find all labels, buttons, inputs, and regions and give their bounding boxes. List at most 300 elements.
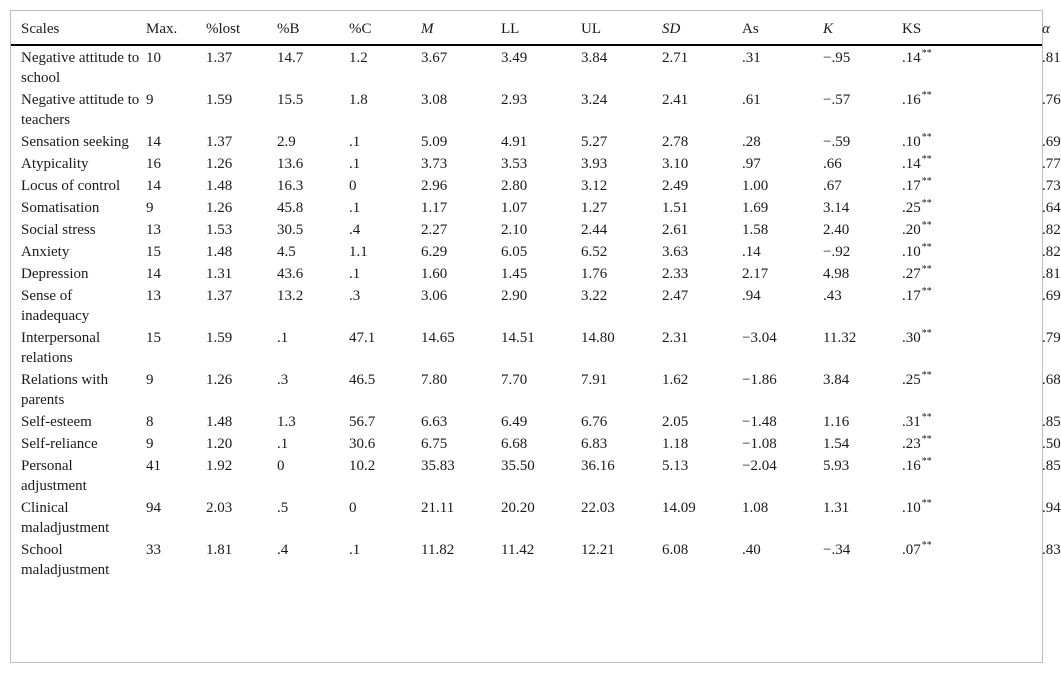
cell-value: 0 bbox=[277, 458, 285, 474]
cell-value: 5.09 bbox=[421, 134, 448, 150]
cell-ll bbox=[501, 131, 581, 153]
cell-value: 3.84 bbox=[581, 50, 608, 66]
cell-sd bbox=[662, 89, 742, 131]
cell-lost bbox=[206, 497, 277, 539]
cell-lost bbox=[206, 131, 277, 153]
cell-value: 1.59 bbox=[206, 330, 233, 346]
header-lost: %lost bbox=[206, 11, 277, 45]
cell-value: 1.53 bbox=[206, 222, 233, 238]
cell-max bbox=[146, 327, 206, 369]
cell-ks bbox=[902, 455, 1042, 497]
cell-value: 9 bbox=[146, 200, 154, 216]
cell-value: 1.00 bbox=[742, 178, 769, 194]
cell-value: .68 bbox=[1042, 372, 1061, 388]
cell-value: .10 bbox=[902, 134, 921, 150]
cell-value: 3.24 bbox=[581, 92, 608, 108]
cell-value: .85 bbox=[1042, 458, 1061, 474]
cell-scale-name bbox=[11, 411, 146, 433]
cell-value: 3.93 bbox=[581, 156, 608, 172]
cell-value: Interpersonal relations bbox=[21, 330, 101, 366]
cell-pct-c bbox=[349, 241, 421, 263]
cell-value: Social stress bbox=[21, 222, 96, 238]
cell-value: 1.76 bbox=[581, 266, 608, 282]
cell-pct-b bbox=[277, 539, 349, 581]
cell-ul bbox=[581, 89, 662, 131]
cell-ll bbox=[501, 241, 581, 263]
cell-as bbox=[742, 411, 823, 433]
cell-value: 1.26 bbox=[206, 372, 233, 388]
cell-max bbox=[146, 89, 206, 131]
cell-pct-c bbox=[349, 285, 421, 327]
cell-mean bbox=[421, 327, 501, 369]
cell-value: .79 bbox=[1042, 330, 1061, 346]
cell-lost bbox=[206, 433, 277, 455]
cell-as bbox=[742, 175, 823, 197]
cell-value: .1 bbox=[349, 156, 361, 172]
table-row bbox=[11, 45, 1042, 89]
cell-value: 1.37 bbox=[206, 288, 233, 304]
cell-mean bbox=[421, 369, 501, 411]
cell-k bbox=[823, 241, 902, 263]
cell-value: Personal adjustment bbox=[21, 458, 87, 494]
cell-as bbox=[742, 455, 823, 497]
cell-value: 1.37 bbox=[206, 134, 233, 150]
cell-value: 3.08 bbox=[421, 92, 448, 108]
cell-ul bbox=[581, 327, 662, 369]
cell-value: 1.45 bbox=[501, 266, 528, 282]
cell-value: 6.68 bbox=[501, 436, 528, 452]
cell-value: 43.6 bbox=[277, 266, 304, 282]
cell-ks bbox=[902, 411, 1042, 433]
cell-ks bbox=[902, 89, 1042, 131]
cell-ul bbox=[581, 497, 662, 539]
cell-value: 1.16 bbox=[823, 414, 850, 430]
cell-scale-name bbox=[11, 285, 146, 327]
cell-ul bbox=[581, 219, 662, 241]
cell-pct-c bbox=[349, 433, 421, 455]
cell-mean bbox=[421, 89, 501, 131]
cell-scale-name bbox=[11, 219, 146, 241]
cell-value: .23 bbox=[902, 436, 921, 452]
cell-value: 0 bbox=[349, 500, 357, 516]
cell-lost bbox=[206, 455, 277, 497]
cell-ul bbox=[581, 241, 662, 263]
cell-value: 1.26 bbox=[206, 156, 233, 172]
cell-value: .1 bbox=[349, 266, 361, 282]
cell-pct-c bbox=[349, 219, 421, 241]
cell-lost bbox=[206, 327, 277, 369]
cell-ul bbox=[581, 369, 662, 411]
cell-value: 3.84 bbox=[823, 372, 850, 388]
cell-mean bbox=[421, 455, 501, 497]
cell-value: Depression bbox=[21, 266, 89, 282]
cell-pct-c bbox=[349, 89, 421, 131]
cell-ll bbox=[501, 539, 581, 581]
cell-value: 4.91 bbox=[501, 134, 528, 150]
cell-ks bbox=[902, 285, 1042, 327]
cell-max bbox=[146, 433, 206, 455]
cell-ks bbox=[902, 263, 1042, 285]
cell-value: .85 bbox=[1042, 414, 1061, 430]
cell-scale-name bbox=[11, 263, 146, 285]
cell-pct-b bbox=[277, 327, 349, 369]
cell-value: 11.42 bbox=[501, 542, 535, 558]
cell-ll bbox=[501, 45, 581, 89]
cell-lost bbox=[206, 411, 277, 433]
table-row bbox=[11, 175, 1042, 197]
cell-pct-b bbox=[277, 497, 349, 539]
cell-value: .76 bbox=[1042, 92, 1061, 108]
cell-ll bbox=[501, 285, 581, 327]
cell-value: −.95 bbox=[823, 50, 851, 66]
cell-max bbox=[146, 285, 206, 327]
cell-ul bbox=[581, 175, 662, 197]
cell-value: 6.75 bbox=[421, 436, 448, 452]
cell-k bbox=[823, 263, 902, 285]
cell-ks bbox=[902, 175, 1042, 197]
cell-value: Anxiety bbox=[21, 244, 70, 260]
cell-max bbox=[146, 539, 206, 581]
cell-value: .17 bbox=[902, 288, 921, 304]
cell-value: .81 bbox=[1042, 266, 1061, 282]
table-row bbox=[11, 539, 1042, 581]
cell-pct-b bbox=[277, 411, 349, 433]
cell-value: 1.07 bbox=[501, 200, 528, 216]
cell-ll bbox=[501, 455, 581, 497]
cell-pct-b bbox=[277, 197, 349, 219]
table-row bbox=[11, 219, 1042, 241]
cell-value: .82 bbox=[1042, 222, 1061, 238]
cell-sd bbox=[662, 285, 742, 327]
table-row bbox=[11, 433, 1042, 455]
cell-value: 14.7 bbox=[277, 50, 304, 66]
cell-value: 1.48 bbox=[206, 414, 233, 430]
cell-scale-name bbox=[11, 153, 146, 175]
cell-pct-b bbox=[277, 89, 349, 131]
cell-ul bbox=[581, 539, 662, 581]
cell-value: .43 bbox=[823, 288, 842, 304]
cell-value: 8 bbox=[146, 414, 154, 430]
cell-value: 2.17 bbox=[742, 266, 769, 282]
cell-value: Self-esteem bbox=[21, 414, 92, 430]
header-scales: Scales bbox=[11, 11, 146, 45]
cell-value: 56.7 bbox=[349, 414, 376, 430]
cell-value: 22.03 bbox=[581, 500, 615, 516]
cell-mean bbox=[421, 197, 501, 219]
significance-marker: ** bbox=[921, 132, 932, 143]
cell-ks bbox=[902, 219, 1042, 241]
cell-value: .1 bbox=[277, 330, 289, 346]
cell-value: .97 bbox=[742, 156, 761, 172]
cell-value: 13.2 bbox=[277, 288, 304, 304]
table-row bbox=[11, 153, 1042, 175]
cell-pct-c bbox=[349, 539, 421, 581]
cell-sd bbox=[662, 369, 742, 411]
cell-value: −1.86 bbox=[742, 372, 777, 388]
cell-ll bbox=[501, 175, 581, 197]
cell-ul bbox=[581, 263, 662, 285]
cell-value: .16 bbox=[902, 92, 921, 108]
header-b: %B bbox=[277, 11, 349, 45]
cell-scale-name bbox=[11, 197, 146, 219]
cell-value: −1.08 bbox=[742, 436, 777, 452]
cell-lost bbox=[206, 285, 277, 327]
cell-value: .1 bbox=[349, 542, 361, 558]
cell-k bbox=[823, 45, 902, 89]
cell-lost bbox=[206, 175, 277, 197]
cell-ll bbox=[501, 263, 581, 285]
cell-ks bbox=[902, 153, 1042, 175]
cell-mean bbox=[421, 539, 501, 581]
significance-marker: ** bbox=[921, 242, 932, 253]
cell-pct-b bbox=[277, 175, 349, 197]
cell-value: 2.47 bbox=[662, 288, 689, 304]
cell-scale-name bbox=[11, 131, 146, 153]
cell-sd bbox=[662, 455, 742, 497]
cell-value: Negative attitude to teachers bbox=[21, 92, 140, 128]
cell-value: Atypicality bbox=[21, 156, 89, 172]
cell-sd bbox=[662, 327, 742, 369]
cell-scale-name bbox=[11, 327, 146, 369]
table-row bbox=[11, 411, 1042, 433]
cell-value: Sense of inadequacy bbox=[21, 288, 90, 324]
cell-value: −3.04 bbox=[742, 330, 777, 346]
cell-value: 36.16 bbox=[581, 458, 615, 474]
cell-value: .50 bbox=[1042, 436, 1061, 452]
cell-value: 6.52 bbox=[581, 244, 608, 260]
cell-value: 41 bbox=[146, 458, 161, 474]
cell-pct-b bbox=[277, 241, 349, 263]
cell-sd bbox=[662, 539, 742, 581]
cell-as bbox=[742, 197, 823, 219]
cell-value: .20 bbox=[902, 222, 921, 238]
cell-sd bbox=[662, 241, 742, 263]
cell-scale-name bbox=[11, 433, 146, 455]
cell-sd bbox=[662, 219, 742, 241]
cell-value: 5.13 bbox=[662, 458, 689, 474]
cell-ll bbox=[501, 497, 581, 539]
cell-ul bbox=[581, 455, 662, 497]
cell-value: .07 bbox=[902, 542, 921, 558]
cell-sd bbox=[662, 153, 742, 175]
cell-as bbox=[742, 219, 823, 241]
cell-ll bbox=[501, 369, 581, 411]
table-body bbox=[11, 45, 1061, 581]
cell-lost bbox=[206, 263, 277, 285]
table-row bbox=[11, 89, 1042, 131]
cell-k bbox=[823, 89, 902, 131]
header-max: Max. bbox=[146, 11, 206, 45]
cell-lost bbox=[206, 153, 277, 175]
cell-value: 33 bbox=[146, 542, 161, 558]
cell-value: 1.60 bbox=[421, 266, 448, 282]
cell-pct-b bbox=[277, 45, 349, 89]
cell-pct-b bbox=[277, 219, 349, 241]
cell-k bbox=[823, 433, 902, 455]
cell-ll bbox=[501, 411, 581, 433]
cell-value: .3 bbox=[349, 288, 361, 304]
cell-value: 1.59 bbox=[206, 92, 233, 108]
cell-value: −.59 bbox=[823, 134, 851, 150]
header-sd: SD bbox=[662, 11, 742, 45]
cell-pct-b bbox=[277, 285, 349, 327]
cell-value: .82 bbox=[1042, 244, 1061, 260]
significance-marker: ** bbox=[921, 264, 932, 275]
cell-value: 3.12 bbox=[581, 178, 608, 194]
cell-k bbox=[823, 539, 902, 581]
cell-max bbox=[146, 197, 206, 219]
cell-value: 13 bbox=[146, 222, 161, 238]
table-row bbox=[11, 327, 1042, 369]
cell-value: 9 bbox=[146, 372, 154, 388]
cell-scale-name bbox=[11, 241, 146, 263]
cell-value: 2.96 bbox=[421, 178, 448, 194]
cell-pct-c bbox=[349, 369, 421, 411]
cell-max bbox=[146, 241, 206, 263]
header-ll: LL bbox=[501, 11, 581, 45]
cell-as bbox=[742, 497, 823, 539]
cell-value: 14 bbox=[146, 266, 161, 282]
cell-value: .83 bbox=[1042, 542, 1061, 558]
cell-value: 9 bbox=[146, 436, 154, 452]
cell-scale-name bbox=[11, 497, 146, 539]
cell-ul bbox=[581, 45, 662, 89]
cell-value: .10 bbox=[902, 244, 921, 260]
cell-ks bbox=[902, 433, 1042, 455]
cell-value: 6.76 bbox=[581, 414, 608, 430]
cell-value: 35.50 bbox=[501, 458, 535, 474]
cell-pct-c bbox=[349, 327, 421, 369]
cell-value: 1.48 bbox=[206, 178, 233, 194]
cell-value: −1.48 bbox=[742, 414, 777, 430]
cell-value: 47.1 bbox=[349, 330, 376, 346]
cell-value: 5.27 bbox=[581, 134, 608, 150]
table-row bbox=[11, 369, 1042, 411]
cell-value: 3.73 bbox=[421, 156, 448, 172]
cell-value: 11.32 bbox=[823, 330, 857, 346]
cell-scale-name bbox=[11, 175, 146, 197]
cell-value: −.57 bbox=[823, 92, 851, 108]
cell-k bbox=[823, 455, 902, 497]
cell-pct-b bbox=[277, 263, 349, 285]
cell-mean bbox=[421, 433, 501, 455]
cell-mean bbox=[421, 263, 501, 285]
cell-value: 2.03 bbox=[206, 500, 233, 516]
cell-value: .14 bbox=[742, 244, 761, 260]
cell-mean bbox=[421, 131, 501, 153]
cell-value: 4.98 bbox=[823, 266, 850, 282]
cell-value: .10 bbox=[902, 500, 921, 516]
header-mean: M bbox=[421, 11, 501, 45]
cell-value: 1.37 bbox=[206, 50, 233, 66]
cell-value: 14.09 bbox=[662, 500, 696, 516]
cell-pct-b bbox=[277, 131, 349, 153]
cell-max bbox=[146, 153, 206, 175]
cell-scale-name bbox=[11, 455, 146, 497]
cell-max bbox=[146, 497, 206, 539]
cell-ll bbox=[501, 219, 581, 241]
cell-lost bbox=[206, 219, 277, 241]
cell-value: 1.18 bbox=[662, 436, 689, 452]
cell-sd bbox=[662, 45, 742, 89]
cell-value: 2.49 bbox=[662, 178, 689, 194]
cell-mean bbox=[421, 285, 501, 327]
cell-mean bbox=[421, 175, 501, 197]
cell-value: 21.11 bbox=[421, 500, 455, 516]
cell-value: 2.71 bbox=[662, 50, 689, 66]
header-c: %C bbox=[349, 11, 421, 45]
cell-lost bbox=[206, 369, 277, 411]
cell-sd bbox=[662, 433, 742, 455]
cell-value: .81 bbox=[1042, 50, 1061, 66]
significance-marker: ** bbox=[921, 540, 932, 551]
significance-marker: ** bbox=[921, 412, 932, 423]
cell-value: .1 bbox=[349, 200, 361, 216]
cell-value: 1.20 bbox=[206, 436, 233, 452]
significance-marker: ** bbox=[921, 48, 932, 59]
cell-k bbox=[823, 327, 902, 369]
cell-as bbox=[742, 153, 823, 175]
table-row bbox=[11, 241, 1042, 263]
cell-value: 1.17 bbox=[421, 200, 448, 216]
cell-k bbox=[823, 219, 902, 241]
cell-ul bbox=[581, 433, 662, 455]
cell-lost bbox=[206, 45, 277, 89]
cell-value: School maladjustment bbox=[21, 542, 110, 578]
cell-ul bbox=[581, 411, 662, 433]
cell-pct-c bbox=[349, 153, 421, 175]
cell-value: 30.6 bbox=[349, 436, 376, 452]
cell-value: 3.06 bbox=[421, 288, 448, 304]
cell-ks bbox=[902, 539, 1042, 581]
cell-value: 1.08 bbox=[742, 500, 769, 516]
cell-value: 1.26 bbox=[206, 200, 233, 216]
cell-value: .30 bbox=[902, 330, 921, 346]
cell-value: 14 bbox=[146, 134, 161, 150]
cell-value: Self-reliance bbox=[21, 436, 98, 452]
cell-as bbox=[742, 327, 823, 369]
cell-value: 1.31 bbox=[823, 500, 850, 516]
cell-ll bbox=[501, 433, 581, 455]
cell-value: Somatisation bbox=[21, 200, 100, 216]
cell-value: 2.40 bbox=[823, 222, 850, 238]
cell-as bbox=[742, 285, 823, 327]
cell-max bbox=[146, 175, 206, 197]
cell-value: 2.90 bbox=[501, 288, 528, 304]
cell-mean bbox=[421, 45, 501, 89]
cell-value: .66 bbox=[823, 156, 842, 172]
cell-value: .94 bbox=[1042, 500, 1061, 516]
cell-as bbox=[742, 131, 823, 153]
cell-value: Relations with parents bbox=[21, 372, 109, 408]
cell-as bbox=[742, 45, 823, 89]
cell-value: 45.8 bbox=[277, 200, 304, 216]
significance-marker: ** bbox=[921, 198, 932, 209]
cell-value: −2.04 bbox=[742, 458, 777, 474]
cell-value: .25 bbox=[902, 200, 921, 216]
cell-max bbox=[146, 455, 206, 497]
cell-ks bbox=[902, 197, 1042, 219]
cell-value: .14 bbox=[902, 156, 921, 172]
cell-value: 14.80 bbox=[581, 330, 615, 346]
cell-ks bbox=[902, 131, 1042, 153]
significance-marker: ** bbox=[921, 90, 932, 101]
significance-marker: ** bbox=[921, 220, 932, 231]
cell-value: 12.21 bbox=[581, 542, 615, 558]
cell-value: 15 bbox=[146, 330, 161, 346]
cell-value: 7.91 bbox=[581, 372, 608, 388]
cell-value: .16 bbox=[902, 458, 921, 474]
